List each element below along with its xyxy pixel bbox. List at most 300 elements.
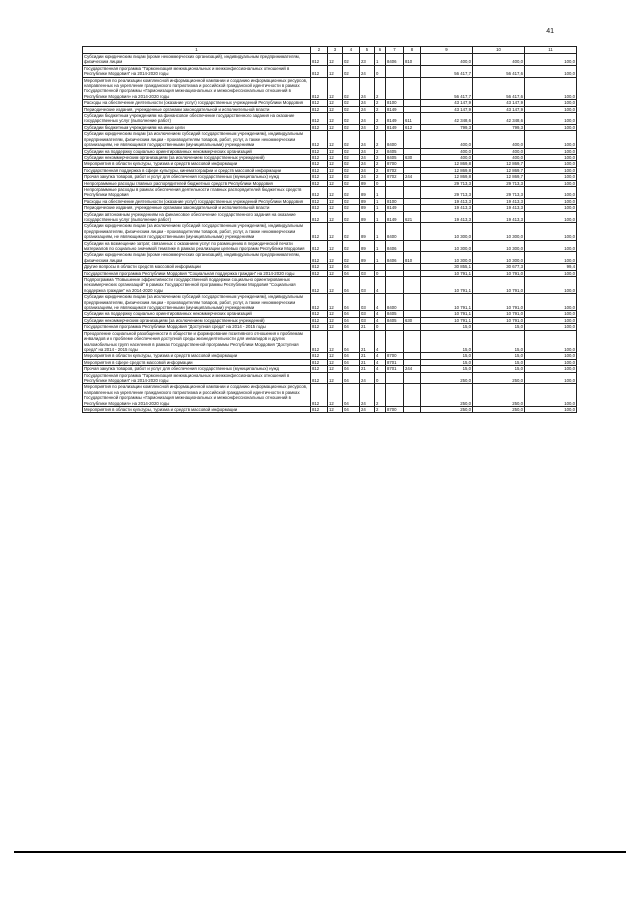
direction-code-cell: 8149 (386, 113, 404, 125)
ministry-code-cell: 812 (311, 100, 328, 106)
subsection-code-cell: 02 (343, 54, 360, 66)
section-code-cell: 12 (328, 167, 343, 173)
ministry-code-cell: 812 (311, 186, 328, 198)
section-code-cell: 12 (328, 330, 343, 353)
expense-type-code-cell: 612 (404, 124, 421, 130)
execution-percent-cell: 100,0 (525, 180, 577, 186)
planned-amount-cell: 10 791,1 (421, 317, 473, 323)
direction-code-cell (386, 372, 404, 384)
table-row (83, 211, 577, 223)
ministry-code-cell: 812 (311, 180, 328, 186)
direction-code-cell: 8702 (386, 167, 404, 173)
subsection-code-cell: 04 (343, 366, 360, 372)
planned-amount-cell: 19 413,3 (421, 198, 473, 204)
program-code-cell: 23 (360, 54, 375, 66)
expense-name-cell: Периодические издания, учрежденные органами законодательной и исполнительной власти (83, 106, 311, 112)
direction-code-cell (386, 65, 404, 77)
program-code-cell: 24 (360, 154, 375, 160)
executed-amount-cell: 10 300,0 (473, 252, 525, 264)
planned-amount-cell: 15,0 (421, 330, 473, 353)
table-row (83, 223, 577, 240)
executed-amount-cell: 29 713,3 (473, 186, 525, 198)
ministry-code-cell: 812 (311, 106, 328, 112)
program-code-cell: 24 (360, 406, 375, 412)
subprogram-code-cell: 1 (375, 186, 386, 198)
subprogram-code-cell: 2 (375, 406, 386, 412)
section-code-cell: 12 (328, 65, 343, 77)
ministry-code-cell: 812 (311, 277, 328, 294)
planned-amount-cell: 12 869,8 (421, 161, 473, 167)
planned-amount-cell: 10 300,0 (421, 240, 473, 252)
subprogram-code-cell: 4 (375, 366, 386, 372)
subprogram-code-cell: 1 (375, 240, 386, 252)
planned-amount-cell: 400,0 (421, 54, 473, 66)
expense-name-cell: Государственная программа Республики Мордовия "Социальная поддержка граждан" на 2014-2020 годы (83, 270, 311, 276)
ministry-code-cell: 812 (311, 240, 328, 252)
planned-amount-cell: 10 300,0 (421, 223, 473, 240)
subprogram-code-cell: 2 (375, 100, 386, 106)
planned-amount-cell: 43 147,9 (421, 106, 473, 112)
execution-percent-cell: 100,0 (525, 131, 577, 148)
program-code-cell: 24 (360, 131, 375, 148)
execution-percent-cell: 100,0 (525, 311, 577, 317)
table-row (83, 77, 577, 100)
subprogram-code-cell: 0 (375, 270, 386, 276)
program-code-cell: 21 (360, 324, 375, 330)
subprogram-code-cell: 2 (375, 154, 386, 160)
subsection-code-cell: 02 (343, 205, 360, 211)
section-code-cell: 12 (328, 100, 343, 106)
direction-code-cell: 8700 (386, 161, 404, 167)
subsection-code-cell: 02 (343, 65, 360, 77)
execution-percent-cell: 100,0 (525, 167, 577, 173)
execution-percent-cell: 100,0 (525, 54, 577, 66)
execution-percent-cell: 100,0 (525, 223, 577, 240)
expense-name-cell: Расходы на обеспечение деятельности (оказание услуг) государственных учреждений Республики Мордовия (83, 198, 311, 204)
execution-percent-cell: 100,0 (525, 161, 577, 167)
planned-amount-cell: 10 300,0 (421, 252, 473, 264)
ministry-code-cell: 812 (311, 205, 328, 211)
planned-amount-cell: 29 713,3 (421, 180, 473, 186)
subprogram-code-cell: 0 (375, 372, 386, 384)
execution-percent-cell: 100,0 (525, 211, 577, 223)
executed-amount-cell: 10 791,0 (473, 317, 525, 323)
program-code-cell: 24 (360, 174, 375, 180)
column-number-header (83, 47, 577, 54)
executed-amount-cell: 10 791,0 (473, 294, 525, 311)
ministry-code-cell: 812 (311, 294, 328, 311)
section-code-cell: 12 (328, 154, 343, 160)
executed-amount-cell: 19 413,3 (473, 211, 525, 223)
subsection-code-cell: 02 (343, 161, 360, 167)
ministry-code-cell: 812 (311, 54, 328, 66)
program-code-cell: 24 (360, 106, 375, 112)
expense-type-code-cell (404, 406, 421, 412)
table-body (83, 54, 577, 413)
direction-code-cell: 8149 (386, 211, 404, 223)
program-code-cell: 89 (360, 186, 375, 198)
ministry-code-cell: 812 (311, 65, 328, 77)
expense-name-cell: Субсидии юридическим лицам (кроме некоммерческих организаций), индивидуальным предпринимателям, физическим лицам (83, 54, 311, 66)
program-code-cell: 03 (360, 270, 375, 276)
program-code-cell: 24 (360, 148, 375, 154)
program-code-cell: 89 (360, 198, 375, 204)
subprogram-code-cell: 1 (375, 223, 386, 240)
expense-type-code-cell (404, 131, 421, 148)
execution-percent-cell: 100,0 (525, 148, 577, 154)
subsection-code-cell: 02 (343, 167, 360, 173)
subprogram-code-cell: 2 (375, 77, 386, 100)
expense-name-cell: Подпрограмма "Повышение эффективности государственной поддержки социально ориентированных некоммерческих организаций" в рамках Государственной программы Республики Мордовия "Социальная поддержка граждан" на 2014-2020 годы (83, 277, 311, 294)
direction-code-cell: 8400 (386, 223, 404, 240)
executed-amount-cell: 400,0 (473, 154, 525, 160)
executed-amount-cell: 19 413,3 (473, 198, 525, 204)
expense-name-cell: Государственная поддержка в сфере культуры, кинематографии и средств массовой информации (83, 167, 311, 173)
section-code-cell: 12 (328, 277, 343, 294)
ministry-code-cell: 812 (311, 311, 328, 317)
program-code-cell: 89 (360, 211, 375, 223)
expense-type-code-cell: 810 (404, 252, 421, 264)
program-code-cell: 89 (360, 240, 375, 252)
planned-amount-cell: 19 413,3 (421, 211, 473, 223)
column-header: 11 (525, 47, 577, 54)
column-header: 1 (83, 47, 311, 54)
program-code-cell: 24 (360, 77, 375, 100)
execution-percent-cell: 100,0 (525, 240, 577, 252)
expense-name-cell: Прочая закупка товаров, работ и услуг для обеспечения государственных (муниципальных) нужд (83, 366, 311, 372)
subsection-code-cell: 04 (343, 406, 360, 412)
expense-type-code-cell (404, 186, 421, 198)
execution-percent-cell: 100,0 (525, 198, 577, 204)
program-code-cell: 24 (360, 100, 375, 106)
expense-name-cell: Субсидии юридическим лицам (кроме некоммерческих организаций), индивидуальным предпринимателям, физическим лицам (83, 252, 311, 264)
expense-type-code-cell (404, 223, 421, 240)
program-code-cell: 24 (360, 372, 375, 384)
subsection-code-cell: 02 (343, 198, 360, 204)
expense-name-cell: Государственная программа Республики Мордовия "Доступная среда" на 2014 - 2015 годы (83, 324, 311, 330)
executed-amount-cell: 56 417,6 (473, 65, 525, 77)
planned-amount-cell: 10 791,1 (421, 277, 473, 294)
subsection-code-cell: 02 (343, 100, 360, 106)
executed-amount-cell: 15,0 (473, 366, 525, 372)
direction-code-cell: 8701 (386, 366, 404, 372)
column-header: 4 (343, 47, 360, 54)
column-header: 2 (311, 47, 328, 54)
executed-amount-cell: 29 713,3 (473, 180, 525, 186)
subsection-code-cell: 02 (343, 252, 360, 264)
executed-amount-cell: 250,0 (473, 372, 525, 384)
expense-type-code-cell: 621 (404, 211, 421, 223)
executed-amount-cell: 19 413,3 (473, 205, 525, 211)
execution-percent-cell: 100,0 (525, 359, 577, 365)
table-row (83, 294, 577, 311)
subprogram-code-cell: 2 (375, 161, 386, 167)
expense-name-cell: Мероприятия в области культуры, туризма и средств массовой информации (83, 353, 311, 359)
execution-percent-cell: 100,0 (525, 174, 577, 180)
section-code-cell: 12 (328, 317, 343, 323)
execution-percent-cell: 100,0 (525, 330, 577, 353)
expense-type-code-cell: 630 (404, 154, 421, 160)
executed-amount-cell: 12 869,7 (473, 161, 525, 167)
expense-name-cell: Субсидии юридическим лицам (за исключением субсидий государственным учреждениям), индивидуальным предпринимателям, физическим лицам - производителям товаров, работ, услуг, а также некоммерческим организациям, не являющимся государственными (муниципальными) учреждениями (83, 294, 311, 311)
execution-percent-cell: 100,0 (525, 294, 577, 311)
expense-type-code-cell (404, 277, 421, 294)
executed-amount-cell: 10 300,0 (473, 240, 525, 252)
section-code-cell: 12 (328, 384, 343, 407)
subprogram-code-cell: 4 (375, 277, 386, 294)
direction-code-cell: 8400 (386, 131, 404, 148)
expense-type-code-cell: 611 (404, 113, 421, 125)
subsection-code-cell: 04 (343, 359, 360, 365)
direction-code-cell: 8700 (386, 406, 404, 412)
planned-amount-cell: 400,0 (421, 148, 473, 154)
subprogram-code-cell: 2 (375, 167, 386, 173)
section-code-cell: 12 (328, 406, 343, 412)
subprogram-code-cell: 4 (375, 294, 386, 311)
execution-percent-cell: 100,0 (525, 113, 577, 125)
planned-amount-cell: 400,0 (421, 131, 473, 148)
expense-name-cell: Преодоление социальной разобщенности в обществе и формирование позитивного отношения к проблемам инвалидов и к проблеме обеспечения доступной среды жизнедеятельности для инвалидов и других маломобильных групп населения в рамках Государственной программы Республики Мордовия "Доступная среда" на 2014 - 2015 годы (83, 330, 311, 353)
table-row (83, 277, 577, 294)
executed-amount-cell: 250,0 (473, 406, 525, 412)
execution-percent-cell: 100,0 (525, 366, 577, 372)
executed-amount-cell: 43 147,9 (473, 100, 525, 106)
direction-code-cell: 8701 (386, 359, 404, 365)
subsection-code-cell: 02 (343, 223, 360, 240)
ministry-code-cell: 812 (311, 198, 328, 204)
expense-name-cell: Мероприятия по реализации комплексной информационной кампании и созданию информационных ресурсов, направленных на укрепление гражданского патриотизма и российской гражданской идентичности в рамках Государственной программы «Гармонизация межнациональных и межконфессиональных отношений в Республике Мордовия» на 2014-2020 годы (83, 77, 311, 100)
section-code-cell: 12 (328, 270, 343, 276)
section-code-cell: 12 (328, 174, 343, 180)
subsection-code-cell: 04 (343, 353, 360, 359)
section-code-cell: 12 (328, 294, 343, 311)
table-row (83, 54, 577, 66)
ministry-code-cell: 812 (311, 174, 328, 180)
subprogram-code-cell: 0 (375, 180, 386, 186)
direction-code-cell: 8405 (386, 148, 404, 154)
planned-amount-cell: 19 413,3 (421, 205, 473, 211)
direction-code-cell: 8700 (386, 353, 404, 359)
expense-name-cell: Мероприятия по реализации комплексной информационной кампании и созданию информационных ресурсов, направленных на укрепление гражданского патриотизма и российской гражданской идентичности в рамках Государственной программы «Гармонизация межнациональных и межконфессиональных отношений в Республике Мордовия» на 2014-2020 годы (83, 384, 311, 407)
execution-percent-cell: 100,0 (525, 277, 577, 294)
planned-amount-cell: 56 417,7 (421, 65, 473, 77)
program-code-cell: 03 (360, 317, 375, 323)
planned-amount-cell: 799,3 (421, 124, 473, 130)
expense-type-code-cell (404, 372, 421, 384)
execution-percent-cell: 100,0 (525, 77, 577, 100)
column-header: 10 (473, 47, 525, 54)
execution-percent-cell: 100,0 (525, 324, 577, 330)
ministry-code-cell: 812 (311, 167, 328, 173)
program-code-cell: 24 (360, 113, 375, 125)
ministry-code-cell: 812 (311, 252, 328, 264)
execution-percent-cell: 100,0 (525, 384, 577, 407)
ministry-code-cell: 812 (311, 270, 328, 276)
program-code-cell: 21 (360, 359, 375, 365)
ministry-code-cell: 812 (311, 317, 328, 323)
program-code-cell: 21 (360, 353, 375, 359)
planned-amount-cell: 10 791,1 (421, 294, 473, 311)
program-code-cell: 03 (360, 311, 375, 317)
ministry-code-cell: 812 (311, 131, 328, 148)
ministry-code-cell: 812 (311, 324, 328, 330)
section-code-cell: 12 (328, 113, 343, 125)
expense-name-cell: Другие вопросы в области средств массовой информации (83, 264, 311, 270)
expense-name-cell: Государственная программа "Гармонизация межнациональных и межконфессиональных отношений в Республике Мордовия" на 2014-2020 годы (83, 372, 311, 384)
direction-code-cell (386, 384, 404, 407)
column-header: 6 (375, 47, 386, 54)
expense-name-cell: Мероприятия в области культуры, туризма и средств массовой информации (83, 406, 311, 412)
subprogram-code-cell: 2 (375, 148, 386, 154)
program-code-cell: 24 (360, 65, 375, 77)
executed-amount-cell: 15,0 (473, 359, 525, 365)
executed-amount-cell: 15,0 (473, 324, 525, 330)
expense-name-cell: Субсидии бюджетным учреждениям на иные цели (83, 124, 311, 130)
subsection-code-cell: 04 (343, 372, 360, 384)
planned-amount-cell: 43 147,9 (421, 100, 473, 106)
executed-amount-cell: 42 348,6 (473, 113, 525, 125)
section-code-cell: 12 (328, 366, 343, 372)
executed-amount-cell: 400,0 (473, 131, 525, 148)
execution-percent-cell: 100,0 (525, 270, 577, 276)
subsection-code-cell: 04 (343, 311, 360, 317)
expense-name-cell: Субсидии юридическим лицам (за исключением субсидий государственным учреждениям), индивидуальным предпринимателям, физическим лицам - производителям товаров, работ, услуг, а также некоммерческим организациям, не являющимся государственными (муниципальными) учреждениями (83, 131, 311, 148)
direction-code-cell: 8100 (386, 198, 404, 204)
program-code-cell: 89 (360, 223, 375, 240)
subprogram-code-cell: 4 (375, 317, 386, 323)
subprogram-code-cell: 4 (375, 353, 386, 359)
executed-amount-cell: 10 791,0 (473, 277, 525, 294)
expense-name-cell: Мероприятия в сфере средств массовой информации (83, 359, 311, 365)
direction-code-cell (386, 186, 404, 198)
expense-type-code-cell (404, 65, 421, 77)
table-row (83, 131, 577, 148)
planned-amount-cell: 42 348,6 (421, 113, 473, 125)
subsection-code-cell: 04 (343, 264, 360, 270)
executed-amount-cell: 400,0 (473, 54, 525, 66)
program-code-cell: 21 (360, 366, 375, 372)
subprogram-code-cell: 4 (375, 359, 386, 365)
executed-amount-cell: 12 869,7 (473, 167, 525, 173)
subprogram-code-cell: 1 (375, 252, 386, 264)
expense-name-cell: Периодические издания, учрежденные органами законодательной и исполнительной власти (83, 205, 311, 211)
table-row (83, 186, 577, 198)
planned-amount-cell: 15,0 (421, 353, 473, 359)
subsection-code-cell: 02 (343, 124, 360, 130)
expense-name-cell: Субсидии некоммерческим организациям (за исключением государственных учреждений) (83, 154, 311, 160)
expense-type-code-cell: 630 (404, 317, 421, 323)
planned-amount-cell: 250,0 (421, 384, 473, 407)
section-code-cell: 12 (328, 161, 343, 167)
ministry-code-cell: 812 (311, 161, 328, 167)
section-code-cell: 12 (328, 54, 343, 66)
section-code-cell: 12 (328, 223, 343, 240)
expense-type-code-cell (404, 330, 421, 353)
executed-amount-cell: 10 791,0 (473, 270, 525, 276)
section-code-cell: 12 (328, 372, 343, 384)
expense-name-cell: Субсидии юридическим лицам (за исключением субсидий государственным учреждениям), индивидуальным предпринимателям, физическим лицам - производителям товаров, работ, услуг, а также некоммерческим организациям, не являющимся государственными (муниципальными) учреждениями (83, 223, 311, 240)
table-row (83, 372, 577, 384)
direction-code-cell: 8406 (386, 240, 404, 252)
execution-percent-cell: 100,0 (525, 154, 577, 160)
subsection-code-cell: 02 (343, 154, 360, 160)
expense-name-cell: Субсидии на возмещение затрат, связанных с оказанием услуг по размещению в периодической печати материалов по социально значимой тематике в рамках реализации целевых программ Республики Мордовия (83, 240, 311, 252)
direction-code-cell: 8702 (386, 174, 404, 180)
executed-amount-cell: 10 300,0 (473, 223, 525, 240)
planned-amount-cell: 250,0 (421, 372, 473, 384)
expense-type-code-cell (404, 294, 421, 311)
expense-type-code-cell: 244 (404, 366, 421, 372)
planned-amount-cell: 250,0 (421, 406, 473, 412)
section-code-cell: 12 (328, 359, 343, 365)
planned-amount-cell: 400,0 (421, 154, 473, 160)
program-code-cell: 89 (360, 180, 375, 186)
executed-amount-cell: 15,0 (473, 353, 525, 359)
subprogram-code-cell: 1 (375, 205, 386, 211)
ministry-code-cell: 812 (311, 77, 328, 100)
expense-name-cell: Непрограммные расходы главных распорядителей бюджетных средств Республики Мордовия (83, 180, 311, 186)
program-code-cell: 89 (360, 205, 375, 211)
ministry-code-cell: 812 (311, 359, 328, 365)
ministry-code-cell: 812 (311, 366, 328, 372)
subsection-code-cell: 02 (343, 148, 360, 154)
section-code-cell: 12 (328, 264, 343, 270)
column-header: 8 (404, 47, 421, 54)
executed-amount-cell: 15,0 (473, 330, 525, 353)
ministry-code-cell: 812 (311, 211, 328, 223)
executed-amount-cell: 10 791,0 (473, 311, 525, 317)
subsection-code-cell: 02 (343, 106, 360, 112)
subsection-code-cell: 04 (343, 270, 360, 276)
execution-percent-cell: 100,0 (525, 205, 577, 211)
execution-percent-cell: 100,0 (525, 100, 577, 106)
direction-code-cell: 8400 (386, 294, 404, 311)
program-code-cell: 03 (360, 277, 375, 294)
executed-amount-cell: 56 417,6 (473, 77, 525, 100)
subsection-code-cell: 04 (343, 384, 360, 407)
planned-amount-cell: 10 791,1 (421, 311, 473, 317)
section-code-cell: 12 (328, 180, 343, 186)
executed-amount-cell: 400,0 (473, 148, 525, 154)
expense-name-cell: Субсидии на поддержку социально ориентированных некоммерческих организаций (83, 148, 311, 154)
direction-code-cell (386, 330, 404, 353)
executed-amount-cell: 799,3 (473, 124, 525, 130)
program-code-cell: 89 (360, 252, 375, 264)
column-header: 3 (328, 47, 343, 54)
section-code-cell: 12 (328, 198, 343, 204)
subsection-code-cell: 02 (343, 174, 360, 180)
planned-amount-cell: 56 417,7 (421, 77, 473, 100)
subsection-code-cell: 04 (343, 317, 360, 323)
section-code-cell: 12 (328, 211, 343, 223)
planned-amount-cell: 10 791,1 (421, 270, 473, 276)
execution-percent-cell: 100,0 (525, 106, 577, 112)
section-code-cell: 12 (328, 205, 343, 211)
subsection-code-cell: 04 (343, 294, 360, 311)
executed-amount-cell: 12 869,7 (473, 174, 525, 180)
page-number: 41 (546, 28, 554, 35)
direction-code-cell: 8405 (386, 311, 404, 317)
expense-name-cell: Субсидии некоммерческим организациям (за исключением государственных учреждений) (83, 317, 311, 323)
expense-name-cell: Прочая закупка товаров, работ и услуг для обеспечения государственных (муниципальных) нужд (83, 174, 311, 180)
execution-percent-cell: 100,0 (525, 406, 577, 412)
expense-type-code-cell (404, 384, 421, 407)
program-code-cell: 21 (360, 330, 375, 353)
ministry-code-cell: 812 (311, 113, 328, 125)
direction-code-cell: 8149 (386, 124, 404, 130)
program-code-cell: 24 (360, 161, 375, 167)
table-row (83, 406, 577, 412)
